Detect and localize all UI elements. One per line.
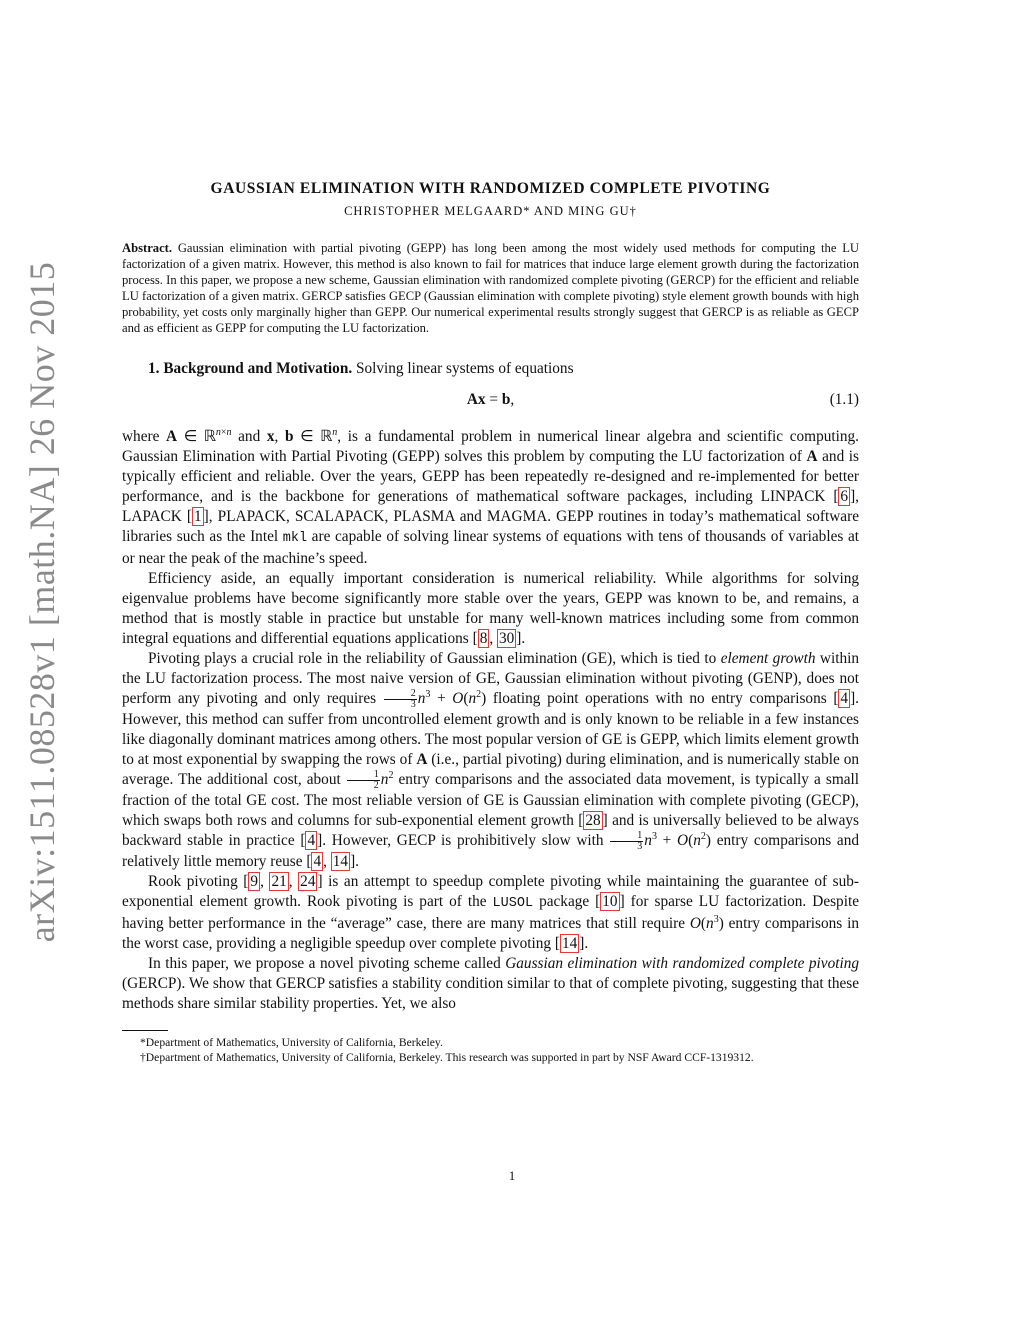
abstract	[122, 240, 859, 336]
citation-link[interactable]: 1	[194, 508, 202, 525]
citation-link[interactable]: 4	[840, 690, 849, 708]
citation-link[interactable]: 8	[479, 630, 488, 647]
section-title: Background and Motivation.	[163, 360, 353, 377]
citation-link[interactable]: 6	[840, 488, 849, 505]
paragraph-4: Rook pivoting [ 9 , 21 , 24 ] is an attempt to speedup complete pivoting while maintaining the guarantee of sub-exponential element growth. Rook pivoting is part of the LUSOL package [ 10 ] for sparse LU factorization. Despite having better performance in the “average” case, there are many matrices that still require $O(n^3)$ entry comparisons in the worst case, providing a negligible speedup over complete pivoting [ 14 ].	[122, 873, 860, 952]
citation-link[interactable]: 9	[250, 873, 259, 890]
paper-authors: CHRISTOPHER MELGAARD* AND MING GU†	[344, 204, 637, 218]
page-number: 1	[508, 1168, 516, 1183]
citation-link[interactable]: 4	[313, 853, 322, 870]
citation-link[interactable]: 24	[300, 873, 316, 890]
arxiv-identifier: arXiv:1511.08528v1 [math.NA] 26 Nov 2015	[22, 261, 62, 943]
paragraph-1: where A ∈ ℝ$^{n\times n}$ and x, b ∈ ℝ$^n$, is a fundamental problem in numerical linear algebra and scientific computing. Gaussian Elimination with Partial Pivoting (GEPP) solves this problem by computing the LU factorization of A and is typically efficient and reliable. Over the years, GEPP has been repeatedly re-designed and re-implemented for better performance, and is the backbone for generations of mathematical software packages, including LINPACK [ 6 ], LAPACK [ 1 ], PLAPACK, SCALAPACK, PLASMA and MAGMA. GEPP routines in today’s mathematical software libraries such as the Intel mkl are capable of solving linear systems of equations with tens of thousands of variables at or near the peak of the machine’s speed.	[122, 426, 859, 567]
section-heading	[122, 359, 859, 379]
abstract-text: Gaussian elimination with partial pivoting (GEPP) has long been among the most widely used methods for computing the LU factorization of a given matrix. However, this method is also known to fail for matrices that induce large element growth during the factorization process. In this paper, we propose a new scheme, Gaussian elimination with randomized complete pivoting (GERCP) for the efficient and reliable LU factorization of a given matrix. GERCP satisfies GECP (Gaussian elimination with complete pivoting) style element growth bounds with high probability, yet costs only marginally higher than GEPP. Our numerical experimental results strongly suggest that GERCP is as reliable as GECP and as efficient as GEPP for computing the LU factorization.	[122, 241, 859, 335]
citation-link[interactable]: 28	[585, 812, 601, 829]
arxiv-sidebar	[0, 0, 70, 1325]
paper-page	[122, 180, 859, 1065]
citation-link[interactable]: 14	[332, 853, 349, 870]
section-number: 1.	[148, 360, 160, 377]
paragraph-3: Pivoting plays a crucial role in the reliability of Gaussian elimination (GE), which is tied to element growth within the LU factorization process. The most naive version of GE, Gaussian elimination without pivoting (GENP), does not perform any pivoting and only requires $\frac{2}{3}$ $n^3 + O(n^2)$ floating point operations with no entry comparisons [ 4 ]. However, this method can suffer from uncontrolled element growth and is only known to be reliable in a few instances like diagonally dominant matrices among others. The most popular version of GE is GEPP, which limits element growth to at most exponential by swapping the rows of A (i.e., partial pivoting) during elimination, and is numerically stable on average. The additional cost, about $\frac{1}{2}$ $n^2$ entry comparisons and the associated data movement, is typically a small fraction of the total GE cost. The most reliable version of GE is Gaussian elimination with complete pivoting (GECP), which swaps both rows and columns for sub-exponential element growth [ 28 ] and is universally believed to be always backward stable in practice [ 4 ]. However, GECP is prohibitively slow with $\frac{1}{3}$ $n^3 + O(n^2)$ entry comparisons and relatively little memory reuse [ 4 , 14 ].	[122, 650, 860, 870]
equation-number: (1.1)	[829, 391, 859, 408]
footnote-2: †Department of Mathematics, University of California, Berkeley. This research was supported in part by NSF Award CCF-1319312.	[140, 1051, 754, 1064]
paper-title: GAUSSIAN ELIMINATION WITH RANDOMIZED COMPLETE PIVOTING	[210, 180, 771, 197]
citation-link[interactable]: 4	[307, 832, 316, 850]
paragraph-2: Efficiency aside, an equally important consideration is numerical reliability. While algorithms for solving eigenvalue problems have become significantly more stable over the years, GEPP was known to be, and remains, a method that is mostly stable in practice but unstable for many well-known matrices including some from common integral equations and differential equations applications [ 8 , 30 ].	[122, 570, 859, 647]
citation-link[interactable]: 30	[499, 630, 515, 647]
abstract-label: Abstract.	[122, 241, 173, 255]
footnote-divider	[122, 1030, 168, 1031]
citation-link[interactable]: 21	[271, 873, 287, 890]
footnote-1: *Department of Mathematics, University of California, Berkeley.	[140, 1036, 443, 1049]
citation-link[interactable]: 10	[602, 893, 618, 910]
paragraph-5: In this paper, we propose a novel pivoting scheme called Gaussian elimination with randomized complete pivoting (GERCP). We show that GERCP satisfies a stability condition similar to that of complete pivoting, suggesting that these methods share similar stability properties. Yet, we also	[122, 955, 860, 1012]
section-lead: Solving linear systems of equations	[355, 360, 574, 377]
equation-1-1	[122, 391, 859, 415]
equation-body: Ax = b,	[466, 391, 515, 408]
citation-link[interactable]: 14	[561, 935, 578, 952]
